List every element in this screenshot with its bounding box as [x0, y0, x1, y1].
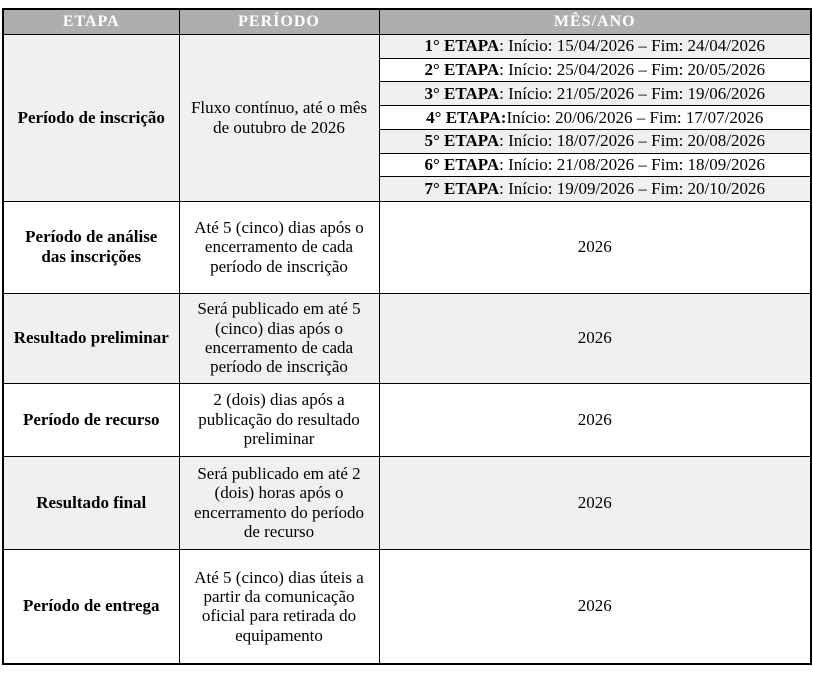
etapa-dates: Início: 20/06/2026 – Fim: 17/07/2026 — [506, 107, 764, 127]
etapa-dates: : Início: 15/04/2026 – Fim: 24/04/2026 — [499, 36, 765, 56]
etapa-cell: Resultado final — [3, 456, 179, 549]
table-row-periodo-recurso — [3, 383, 811, 456]
mes-ano-cell: 2026 — [379, 293, 811, 383]
table-row-periodo-entrega — [3, 549, 811, 664]
etapa-schedule-line-3 — [380, 82, 811, 106]
etapa-cell: Período de análise das inscrições — [3, 201, 179, 293]
periodo-cell: Até 5 (cinco) dias úteis a partir da comunicação oficial para retirada do equipamento — [179, 549, 379, 664]
schedule-table — [2, 8, 812, 665]
mes-ano-cell — [379, 34, 811, 201]
etapa-label: 5° ETAPA — [424, 131, 500, 151]
table-header-row — [3, 9, 811, 34]
etapa-schedule-line-2 — [380, 59, 811, 83]
table-row-resultado-final — [3, 456, 811, 549]
etapa-label: 4° ETAPA: — [426, 107, 507, 127]
etapa-dates: : Início: 25/04/2026 – Fim: 20/05/2026 — [499, 60, 765, 80]
mes-ano-cell: 2026 — [379, 201, 811, 293]
etapa-cell: Período de recurso — [3, 383, 179, 456]
etapa-dates: : Início: 21/05/2026 – Fim: 19/06/2026 — [499, 83, 765, 103]
etapa-dates: : Início: 19/09/2026 – Fim: 20/10/2026 — [499, 178, 765, 198]
etapa-label: 6° ETAPA — [424, 154, 500, 174]
etapa-schedule-line-7 — [380, 177, 811, 200]
etapa-dates: : Início: 18/07/2026 – Fim: 20/08/2026 — [499, 131, 765, 151]
table-row-periodo-inscricao — [3, 34, 811, 201]
etapa-label: 1° ETAPA — [424, 36, 500, 56]
periodo-cell: Será publicado em até 5 (cinco) dias após o encerramento de cada período de inscrição — [179, 293, 379, 383]
table-row-resultado-preliminar — [3, 293, 811, 383]
etapa-schedule-line-4 — [380, 106, 811, 130]
etapa-schedule-line-1 — [380, 35, 811, 59]
periodo-cell: 2 (dois) dias após a publicação do resultado preliminar — [179, 383, 379, 456]
periodo-cell: Será publicado em até 2 (dois) horas após o encerramento do período de recurso — [179, 456, 379, 549]
header-mes-ano: MÊS/ANO — [379, 9, 811, 34]
etapa-schedule-list — [380, 35, 811, 200]
etapa-schedule-line-6 — [380, 154, 811, 178]
etapa-dates: : Início: 21/08/2026 – Fim: 18/09/2026 — [499, 154, 765, 174]
periodo-cell: Até 5 (cinco) dias após o encerramento de cada período de inscrição — [179, 201, 379, 293]
etapa-label: 7° ETAPA — [424, 178, 500, 198]
etapa-label: 2° ETAPA — [424, 60, 500, 80]
etapa-cell: Resultado preliminar — [3, 293, 179, 383]
etapa-cell: Período de inscrição — [3, 34, 179, 201]
mes-ano-cell: 2026 — [379, 456, 811, 549]
table-row-analise-inscricoes — [3, 201, 811, 293]
periodo-cell: Fluxo contínuo, até o mês de outubro de 2026 — [179, 34, 379, 201]
etapa-cell: Período de entrega — [3, 549, 179, 664]
mes-ano-cell: 2026 — [379, 383, 811, 456]
etapa-schedule-line-5 — [380, 130, 811, 154]
etapa-label: 3° ETAPA — [424, 83, 500, 103]
mes-ano-cell: 2026 — [379, 549, 811, 664]
header-etapa: ETAPA — [3, 9, 179, 34]
header-periodo: PERÍODO — [179, 9, 379, 34]
